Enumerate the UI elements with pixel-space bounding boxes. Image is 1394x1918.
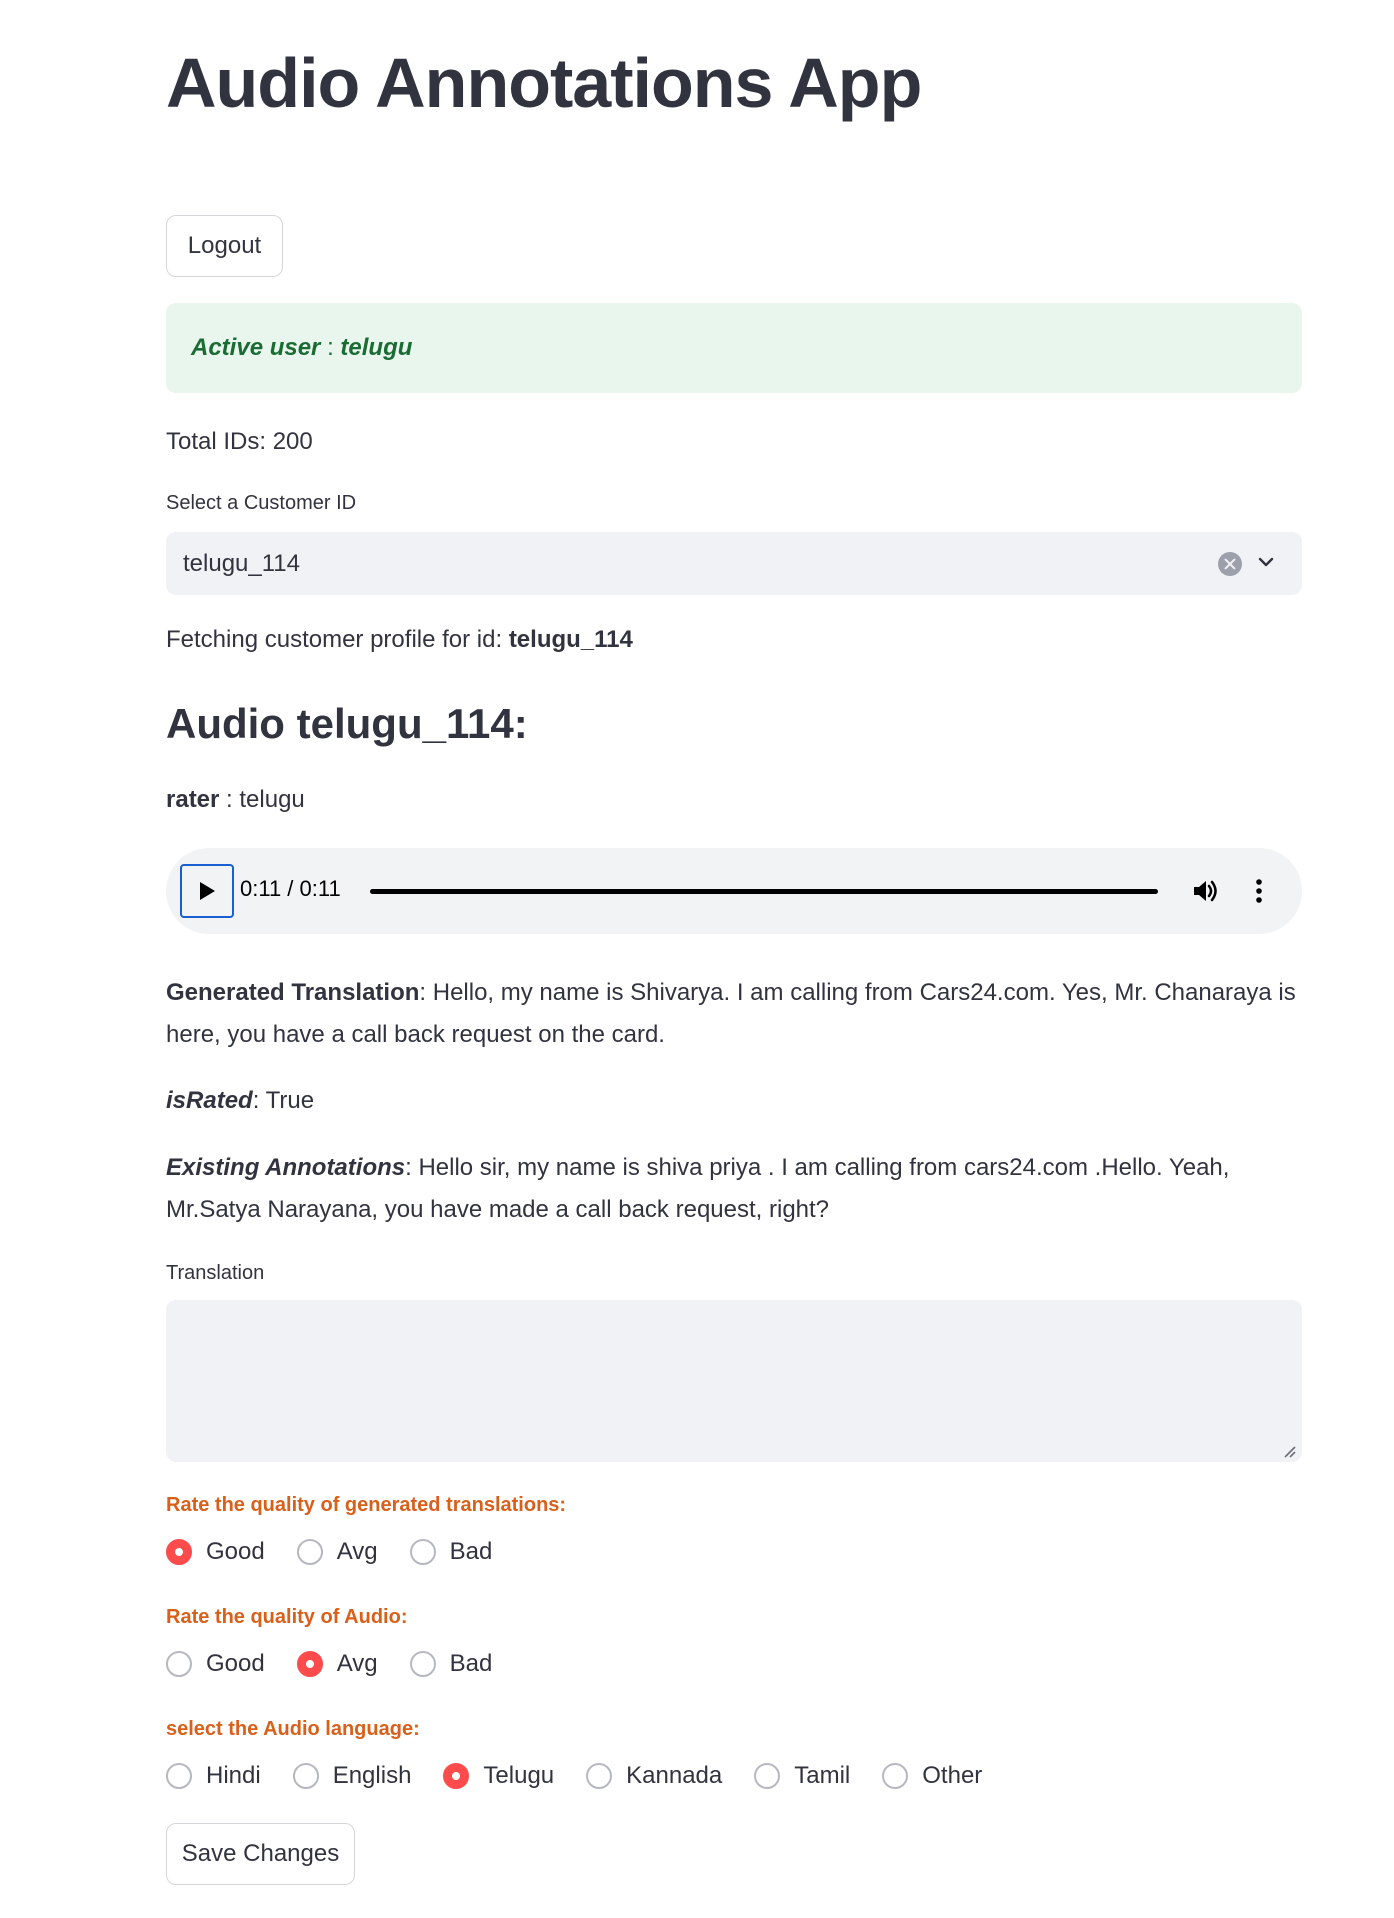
existing-annotations-value: : Hello sir, my name is shiva priya . I am calling from cars24.com .Hello. Yeah, Mr.Satya Narayana, you have made a call back request, right?	[166, 1154, 1230, 1223]
existing-annotations-text	[166, 1147, 1302, 1231]
audio-language-label: select the Audio language:	[166, 1718, 420, 1740]
fetching-prefix: Fetching customer profile for id:	[166, 626, 509, 653]
more-options-icon[interactable]	[1244, 876, 1274, 906]
fetching-text	[166, 626, 633, 654]
resize-handle-icon[interactable]	[1280, 1442, 1296, 1458]
play-button[interactable]	[180, 864, 234, 918]
language-option-other[interactable]	[882, 1762, 982, 1790]
rate_translation-option-bad[interactable]	[410, 1538, 493, 1566]
radio-option-label: Bad	[449, 1650, 493, 1677]
radio-circle-icon[interactable]	[293, 1763, 319, 1789]
radio-option-label: Telugu	[483, 1762, 555, 1789]
rate_translation-option-good[interactable]	[166, 1538, 265, 1566]
customer-select-label: Select a Customer ID	[166, 492, 357, 514]
volume-icon[interactable]	[1190, 876, 1220, 906]
save-changes-button[interactable]: Save Changes	[166, 1823, 355, 1885]
rate_audio-option-bad[interactable]	[410, 1650, 493, 1678]
customer-id-select[interactable]	[166, 532, 1302, 595]
radio-option-label: Avg	[336, 1650, 378, 1677]
existing-annotations-label: Existing Annotations	[166, 1154, 406, 1181]
play-icon	[197, 880, 217, 902]
app-title: Audio Annotations App	[166, 44, 922, 122]
audio-language-radio-group	[166, 1759, 1014, 1793]
rate_audio-option-good[interactable]	[166, 1650, 265, 1678]
language-option-tamil[interactable]	[754, 1762, 850, 1790]
radio-option-label: Avg	[336, 1538, 378, 1565]
active-user-separator: :	[320, 334, 341, 361]
radio-circle-icon[interactable]	[166, 1651, 192, 1677]
radio-circle-icon[interactable]	[882, 1763, 908, 1789]
rate_translation-option-avg[interactable]	[297, 1538, 378, 1566]
fetching-id: telugu_114	[508, 626, 633, 653]
radio-circle-icon[interactable]	[297, 1539, 323, 1565]
language-option-telugu[interactable]	[443, 1762, 554, 1790]
language-option-hindi[interactable]	[166, 1762, 261, 1790]
total-ids-text: Total IDs: 200	[166, 428, 313, 455]
radio-circle-icon[interactable]	[410, 1651, 436, 1677]
radio-circle-icon[interactable]	[586, 1763, 612, 1789]
radio-circle-icon[interactable]	[410, 1539, 436, 1565]
rater-text	[166, 786, 305, 814]
translation-input[interactable]	[166, 1300, 1302, 1462]
radio-option-label: Kannada	[626, 1762, 723, 1789]
radio-option-label: Good	[206, 1650, 265, 1677]
radio-circle-icon[interactable]	[754, 1763, 780, 1789]
clear-icon[interactable]	[1218, 552, 1242, 576]
active-user-value: telugu	[340, 334, 413, 361]
radio-option-label: Other	[922, 1762, 983, 1789]
radio-option-label: Bad	[449, 1538, 493, 1565]
language-option-english[interactable]	[293, 1762, 412, 1790]
generated-translation-text	[166, 972, 1302, 1056]
radio-circle-icon[interactable]	[297, 1651, 323, 1677]
translation-label: Translation	[166, 1262, 265, 1284]
audio-time: 0:11 / 0:11	[240, 876, 341, 901]
rate-translation-label: Rate the quality of generated translations:	[166, 1494, 567, 1516]
is-rated-value: : True	[252, 1087, 315, 1114]
radio-option-label: Good	[206, 1538, 265, 1565]
rater-label: rater	[166, 786, 220, 813]
audio-player[interactable]	[166, 848, 1302, 934]
rater-value: : telugu	[219, 786, 305, 813]
is-rated-label: isRated	[166, 1087, 253, 1114]
rate-translation-radio-group	[166, 1535, 524, 1569]
radio-circle-icon[interactable]	[166, 1763, 192, 1789]
audio-section-title: Audio telugu_114:	[166, 700, 528, 747]
radio-circle-icon[interactable]	[443, 1763, 469, 1789]
radio-option-label: Tamil	[794, 1762, 851, 1789]
radio-circle-icon[interactable]	[166, 1539, 192, 1565]
rate_audio-option-avg[interactable]	[297, 1650, 378, 1678]
active-user-alert	[166, 303, 1302, 393]
rate-audio-label: Rate the quality of Audio:	[166, 1606, 408, 1628]
is-rated-text	[166, 1080, 1302, 1122]
rate-audio-radio-group	[166, 1647, 524, 1681]
generated-translation-label: Generated Translation	[166, 979, 420, 1006]
customer-id-value: telugu_114	[183, 549, 300, 577]
generated-translation-value: : Hello, my name is Shivarya. I am calling from Cars24.com. Yes, Mr. Chanaraya is here, you have a call back request on the card.	[166, 979, 1296, 1048]
radio-option-label: English	[332, 1762, 412, 1789]
active-user-label: Active user	[191, 334, 321, 361]
audio-progress-bar[interactable]	[370, 889, 1158, 894]
radio-option-label: Hindi	[206, 1762, 261, 1789]
chevron-down-icon[interactable]	[1256, 552, 1276, 572]
logout-button[interactable]: Logout	[166, 215, 283, 277]
language-option-kannada[interactable]	[586, 1762, 722, 1790]
